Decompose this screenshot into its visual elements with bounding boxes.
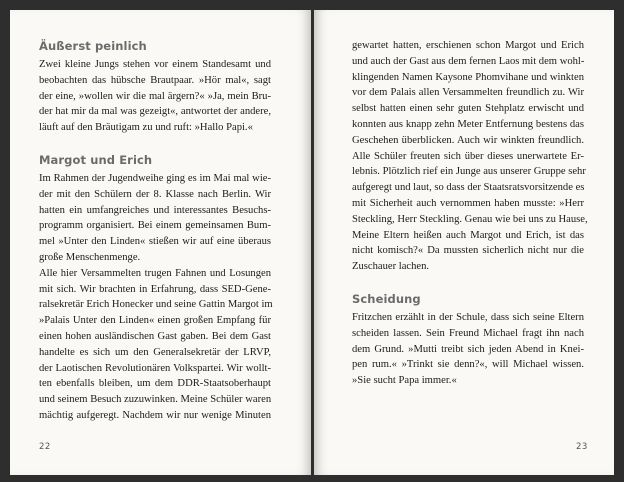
text-line: Alle hier Versammelten trugen Fahnen und Losungen (39, 267, 271, 279)
text-line: programm organisiert. Bei einem gemeinsamen Bum- (39, 220, 271, 232)
text-line: mit sich. Wir brachten in Erfahrung, dass SED-Gene- (39, 283, 271, 295)
text-line: mächtig aufgeregt. Nachdem wir nur wenige Minuten (39, 409, 271, 421)
page-number: 22 (39, 442, 51, 452)
text-line: gewartet hatten, erschienen schon Margot und Erich (352, 40, 584, 51)
text-line: klingenden Namen Kaysone Phomvihane und winkten (352, 71, 584, 83)
text-line: und auch der Gast aus dem fernen Laos mit dem wohl- (352, 55, 585, 67)
paragraph-scheidung (352, 310, 584, 389)
text-line: der Laotischen Revolutionären Volkspartei. Wir wollt- (39, 362, 271, 374)
text-line: Alle Schüler freuten sich über dieses unerwartete Er- (352, 150, 584, 162)
text-line: nicht komisch?« Da mussten sicherlich nicht nur die (352, 245, 584, 257)
text-line: Geschehen überblicken. Auch wir winkten freundlich. (352, 134, 584, 146)
text-line: ten ebenfalls bleiben, um dem DDR-Staatsoberhaupt (39, 378, 271, 390)
text-line: scheiden lassen. Sein Freund Michael fragt ihn nach (352, 327, 584, 339)
text-line: ralsekretär Erich Honecker und seine Gattin Margot im (39, 299, 273, 311)
left-page-content (39, 38, 271, 424)
text-line: dem Grund. »Mutti treibt sich jeden Abend in Knei- (352, 343, 584, 355)
right-page-content (352, 38, 588, 389)
text-line: und seinem Besuch zuzuwinken. Meine Schüler waren (39, 394, 272, 406)
text-line: handelte es sich um den Generalsekretär der LRVP, (39, 346, 271, 358)
text-line: der mit den Schülern der 8. Klasse nach Berlin. Wir (39, 188, 271, 200)
section-spacer (352, 275, 584, 291)
text-line: Steckling, Herr Steckling. Genau wie bei uns zu Hause, (352, 213, 588, 225)
text-line: »Sie sucht Papa immer.« (352, 375, 457, 387)
text-line: einen hohen ausländischen Gast gaben. Bei dem Gast (39, 330, 271, 342)
right-page (314, 10, 614, 475)
text-line: aufgeregt und laut, so dass der Staatsratsvorsitzende es (352, 182, 585, 194)
text-line: mel »Unter den Linden« stießen wir auf eine überaus (39, 236, 271, 248)
section-heading-margot-und-erich: Margot und Erich (39, 152, 153, 167)
text-line: der eine, »wollen wir die mal ärgern?« »Ja, mein Bru- (39, 90, 271, 102)
text-line: vor dem Palais allen Versammelten freundlich zu. Wir (352, 87, 584, 99)
paragraph-margot-und-erich-continued (352, 38, 588, 275)
section-spacer (39, 136, 271, 152)
text-line: der hat mir da mal was gezeigt«, antwortet der andere, (39, 106, 271, 118)
text-line: lebnis. Plötzlich rief ein Junge aus unserer Gruppe sehr (352, 166, 586, 178)
text-line: große Menschenmenge. (39, 251, 141, 263)
text-line: Meine Eltern heißen auch Margot und Erich, ist das (352, 229, 584, 241)
text-line: läuft auf den Bräutigam zu und ruft: »Hallo Papi.« (39, 122, 253, 134)
text-line: Im Rahmen der Jugendweihe ging es im Mai mal wie- (39, 172, 271, 184)
text-line: Fritzchen erzählt in der Schule, dass sich seine Eltern (352, 311, 584, 323)
section-heading-aeusserst-peinlich: Äußerst peinlich (39, 39, 147, 53)
text-line: »Palais Unter den Linden« einen großen Empfang für (39, 315, 271, 327)
text-line: hatten ein umfangreiches und interessantes Besuchs- (39, 204, 271, 216)
paragraph-aeusserst-peinlich (39, 57, 271, 136)
text-line: selbst hatten einen sehr guten Stehplatz erwischt und (352, 103, 584, 115)
left-page (10, 10, 311, 475)
page-number: 23 (576, 442, 588, 452)
text-line: Zuschauer lachen. (352, 261, 430, 273)
text-line: beobachten das hübsche Brautpaar. »Hör mal«, sagt (39, 74, 271, 86)
text-line: konnten aus knapp zehn Meter Entfernung bestens das (352, 118, 584, 130)
text-line: Zwei kleine Jungs stehen vor einem Standesamt und (39, 59, 271, 70)
text-line: pen rum.« »Trinkt sie denn?«, will Michael wissen. (352, 359, 584, 371)
paragraph-margot-und-erich (39, 171, 271, 424)
text-line: mit Sicherheit auch vernommen haben musste: »Herr (352, 197, 584, 209)
section-heading-scheidung: Scheidung (352, 291, 421, 306)
